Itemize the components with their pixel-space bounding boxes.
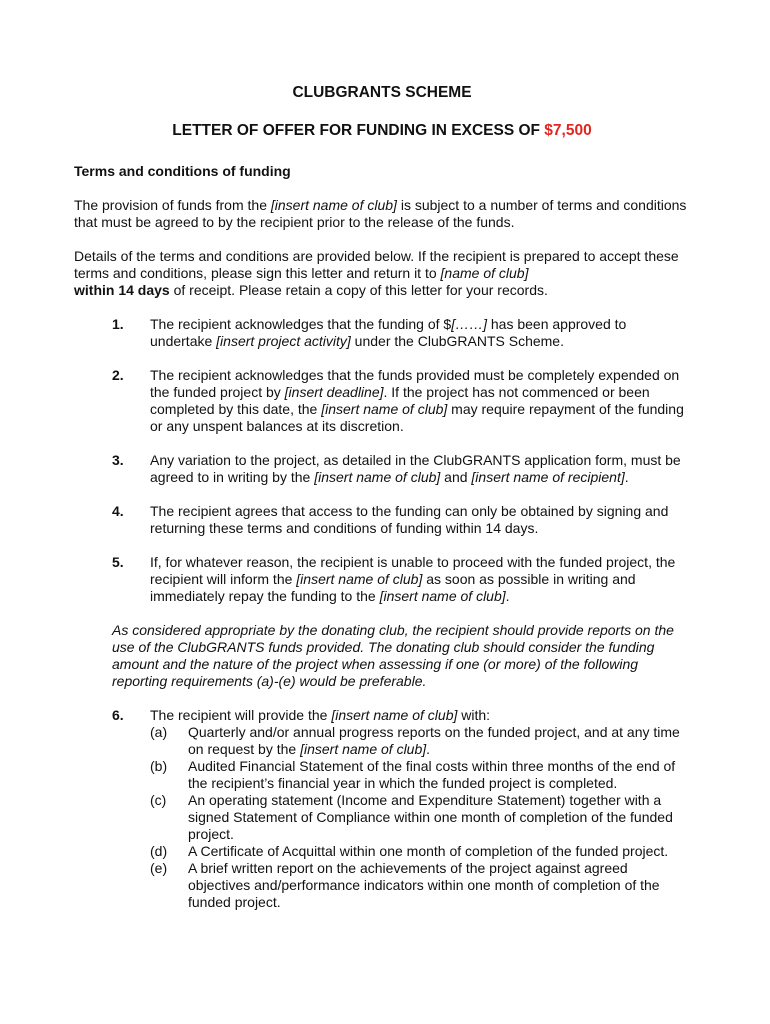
term-text [150, 503, 690, 537]
subitem-d [150, 843, 690, 860]
subitem-text: Audited Financial Statement of the final costs within three months of the end of the recipient’s financial year in which the funded project is completed. [188, 758, 676, 791]
subitem-text [188, 724, 690, 758]
text-run: . If the project has not commenced or been completed by this date, the [150, 384, 650, 417]
subitem-e [150, 860, 690, 911]
subtitle-text: LETTER OF OFFER FOR FUNDING IN EXCESS OF [172, 122, 545, 139]
term-text [150, 452, 690, 486]
term-number: 6. [112, 707, 124, 723]
text-run: . [426, 741, 431, 757]
text-run: The recipient agrees that access to the funding can only be obtained by signing and returning these terms and conditions of funding within 14 days. [150, 503, 669, 536]
document-title: CLUBGRANTS SCHEME [292, 84, 472, 101]
deadline-emphasis: within 14 days [74, 282, 170, 298]
subitem-a [150, 724, 690, 758]
term-item-1 [74, 316, 690, 350]
text-run: . [624, 469, 629, 485]
text-run: If, for whatever reason, the recipient is unable to proceed with the funded project, the recipient will inform the [150, 554, 676, 587]
text-run: is subject to a number of terms and conditions that must be agreed to by the recipient prior to the release of the funds. [74, 197, 687, 230]
placeholder-recipient-name: [insert name of recipient] [471, 469, 625, 485]
term-text [150, 707, 690, 911]
text-run: Details of the terms and conditions are provided below. If the recipient is prepared to accept these terms and conditions, please sign this letter and return it to [74, 248, 679, 281]
subtitle-amount: $7,500 [544, 122, 592, 139]
text-run: may require repayment of the funding or any unspent balances at its discretion. [150, 401, 684, 434]
text-run: under the ClubGRANTS Scheme. [350, 333, 564, 349]
reporting-note: As considered appropriate by the donating club, the recipient should provide reports on the use of the ClubGRANTS funds provided. The donating club should consider the funding amount and the nature of the project when assessing if one (or more) of the following reporting requirements (a)-(e) would be preferable. [112, 622, 674, 689]
text-run: The recipient will provide the [150, 707, 332, 723]
text-run: . [505, 588, 510, 604]
term-number: 3. [112, 452, 124, 468]
placeholder-activity: [insert project activity] [216, 333, 351, 349]
text-run: Quarterly and/or annual progress reports on the funded project, and at any time on request by the [188, 724, 680, 757]
document-subtitle [74, 122, 690, 140]
text-run: The provision of funds from the [74, 197, 271, 213]
placeholder-club-name: [name of club] [440, 265, 529, 281]
text-run: has been approved to undertake [150, 316, 627, 349]
placeholder-club-name: [insert name of club] [331, 707, 458, 723]
subitem-label: (a) [150, 724, 168, 740]
placeholder-deadline: [insert deadline] [284, 384, 384, 400]
text-run: with: [457, 707, 491, 723]
placeholder-amount: [……] [451, 316, 487, 332]
subitem-text: A Certificate of Acquittal within one month of completion of the funded project. [188, 843, 669, 859]
subitem-label: (b) [150, 758, 168, 774]
subitem-c [150, 792, 690, 843]
intro-paragraph-2 [74, 248, 690, 299]
term-number: 1. [112, 316, 124, 332]
subitem-b [150, 758, 690, 792]
text-run: Any variation to the project, as detailed in the ClubGRANTS application form, must be agreed to in writing by the [150, 452, 681, 485]
term-number: 2. [112, 367, 124, 383]
term-item-5 [74, 554, 690, 605]
term-number: 5. [112, 554, 124, 570]
term-text [150, 367, 690, 435]
term-item-6 [74, 707, 690, 911]
term-text [150, 554, 690, 605]
section-heading: Terms and conditions of funding [74, 163, 291, 179]
text-run: as soon as possible in writing and immediately repay the funding to the [150, 571, 636, 604]
text-run: The recipient acknowledges that the funding of $ [150, 316, 452, 332]
terms-list [74, 316, 690, 605]
term-text [150, 316, 690, 350]
placeholder-club-name: [insert name of club] [296, 571, 423, 587]
subitem-text: An operating statement (Income and Expenditure Statement) together with a signed Statement of Compliance within one month of completion of the funded project. [188, 792, 673, 842]
subitem-label: (d) [150, 843, 168, 859]
term-item-2 [74, 367, 690, 435]
term-item-3 [74, 452, 690, 486]
placeholder-club-name: [insert name of club] [300, 741, 427, 757]
text-run: and [440, 469, 472, 485]
placeholder-club-name: [insert name of club] [379, 588, 506, 604]
subitem-text: A brief written report on the achievements of the project against agreed objectives and/performance indicators within one month of completion of the funded project. [188, 860, 660, 910]
text-run: The recipient acknowledges that the funds provided must be completely expended on the funded project by [150, 367, 680, 400]
text-run: of receipt. Please retain a copy of this letter for your records. [169, 282, 548, 298]
term-6-lead [150, 707, 690, 724]
term-number: 4. [112, 503, 124, 519]
placeholder-club-name: [insert name of club] [314, 469, 441, 485]
term-item-4 [74, 503, 690, 537]
placeholder-club-name: [insert name of club] [321, 401, 448, 417]
placeholder-club-name: [insert name of club] [270, 197, 397, 213]
subitem-label: (e) [150, 860, 168, 876]
intro-paragraph-1 [74, 197, 690, 231]
subitem-label: (c) [150, 792, 167, 808]
